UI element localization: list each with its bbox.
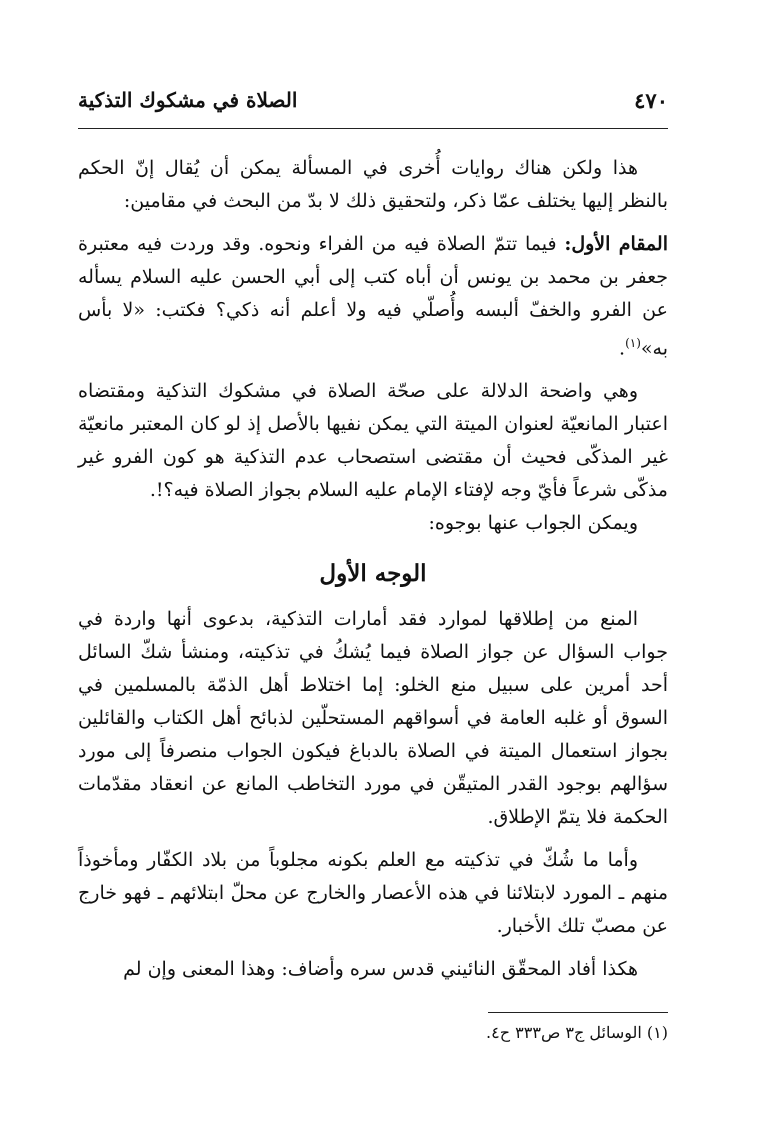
paragraph-1: هذا ولكن هناك روايات أُخرى في المسألة يمكن أن يُقال إنّ الحكم بالنظر إليها يختلف عمّا ذكر، ولتحقيق ذلك لا بدّ من البحث في مقامين: <box>78 157 668 212</box>
footnote-marker: (١) <box>625 336 641 350</box>
paragraph-2-text: فيما تتمّ الصلاة فيه من الفراء ونحوه. وقد وردت فيه معتبرة جعفر بن محمد بن يونس أن أباه كتب إلى أبي الحسن عليه السلام يسأله عن الفرو والخفّ ألبسه وأُصلّي فيه ولا أعلم أنه ذكي؟ فكتب: «لا بأس به» <box>78 233 668 360</box>
paragraph-2-end: . <box>619 337 626 360</box>
running-title: الصلاة في مشكوك التذكية <box>78 88 298 112</box>
paragraph-3: وهي واضحة الدلالة على صحّة الصلاة في مشكوك التذكية ومقتضاه اعتبار المانعيّة لعنوان الميتة التي يمكن نفيها بالأصل إذ لو كان المعتبر مانعيّة غير المذكّى فحيث أن مقتضى استصحاب عدم التذكية هو كون الفرو غير مذكّى شرعاً فأيّ وجه لإفتاء الإمام عليه السلام بجواز الصلاة فيه؟!. <box>78 380 668 502</box>
body-text <box>78 152 668 986</box>
section-heading: الوجه الأول <box>319 560 427 588</box>
paragraph-2 <box>78 228 668 365</box>
page-number: ٤٧٠ <box>634 88 668 113</box>
paragraph-7: هكذا أفاد المحقّق النائيني قدس سره وأضاف: وهذا المعنى وإن لم <box>123 958 638 981</box>
paragraph-6: وأما ما شُكّ في تذكيته مع العلم بكونه مجلوباً من بلاد الكفّار ومأخوذاً منهم ـ المورد لابتلائنا في هذه الأعصار والخارج عن محلّ ابتلائهم ـ فهو خارج عن مصبّ تلك الأخبار. <box>78 849 668 938</box>
paragraph-5: المنع من إطلاقها لموارد فقد أمارات التذكية، بدعوى أنها واردة في جواب السؤال عن جواز الصلاة فيما يُشكُ في تذكيته، ومنشأ شكّ السائل أحد أمرين على سبيل منع الخلو: إما اختلاط أهل الذمّة بالمسلمين في السوق أو غلبه العامة في أسواقهم المستحلّين لذبائح أهل الكتاب والقائلين بجواز استعمال الميتة في الصلاة بالدباغ فيكون الجواب منصرفاً إلى مورد سؤالهم بوجود القدر المتيقّن في مورد التخاطب المانع عن انعقاد مقدّمات الحكمة فلا يتمّ الإطلاق. <box>78 608 668 829</box>
page-header <box>78 84 668 124</box>
paragraph-4: ويمكن الجواب عنها بوجوه: <box>428 512 638 535</box>
footnote-rule <box>488 1012 668 1013</box>
footnote: (١) الوسائل ج٣ ص٣٣٣ ح٤. <box>486 1023 668 1042</box>
header-rule <box>78 128 668 129</box>
section-lead-label: المقام الأول: <box>564 233 668 255</box>
